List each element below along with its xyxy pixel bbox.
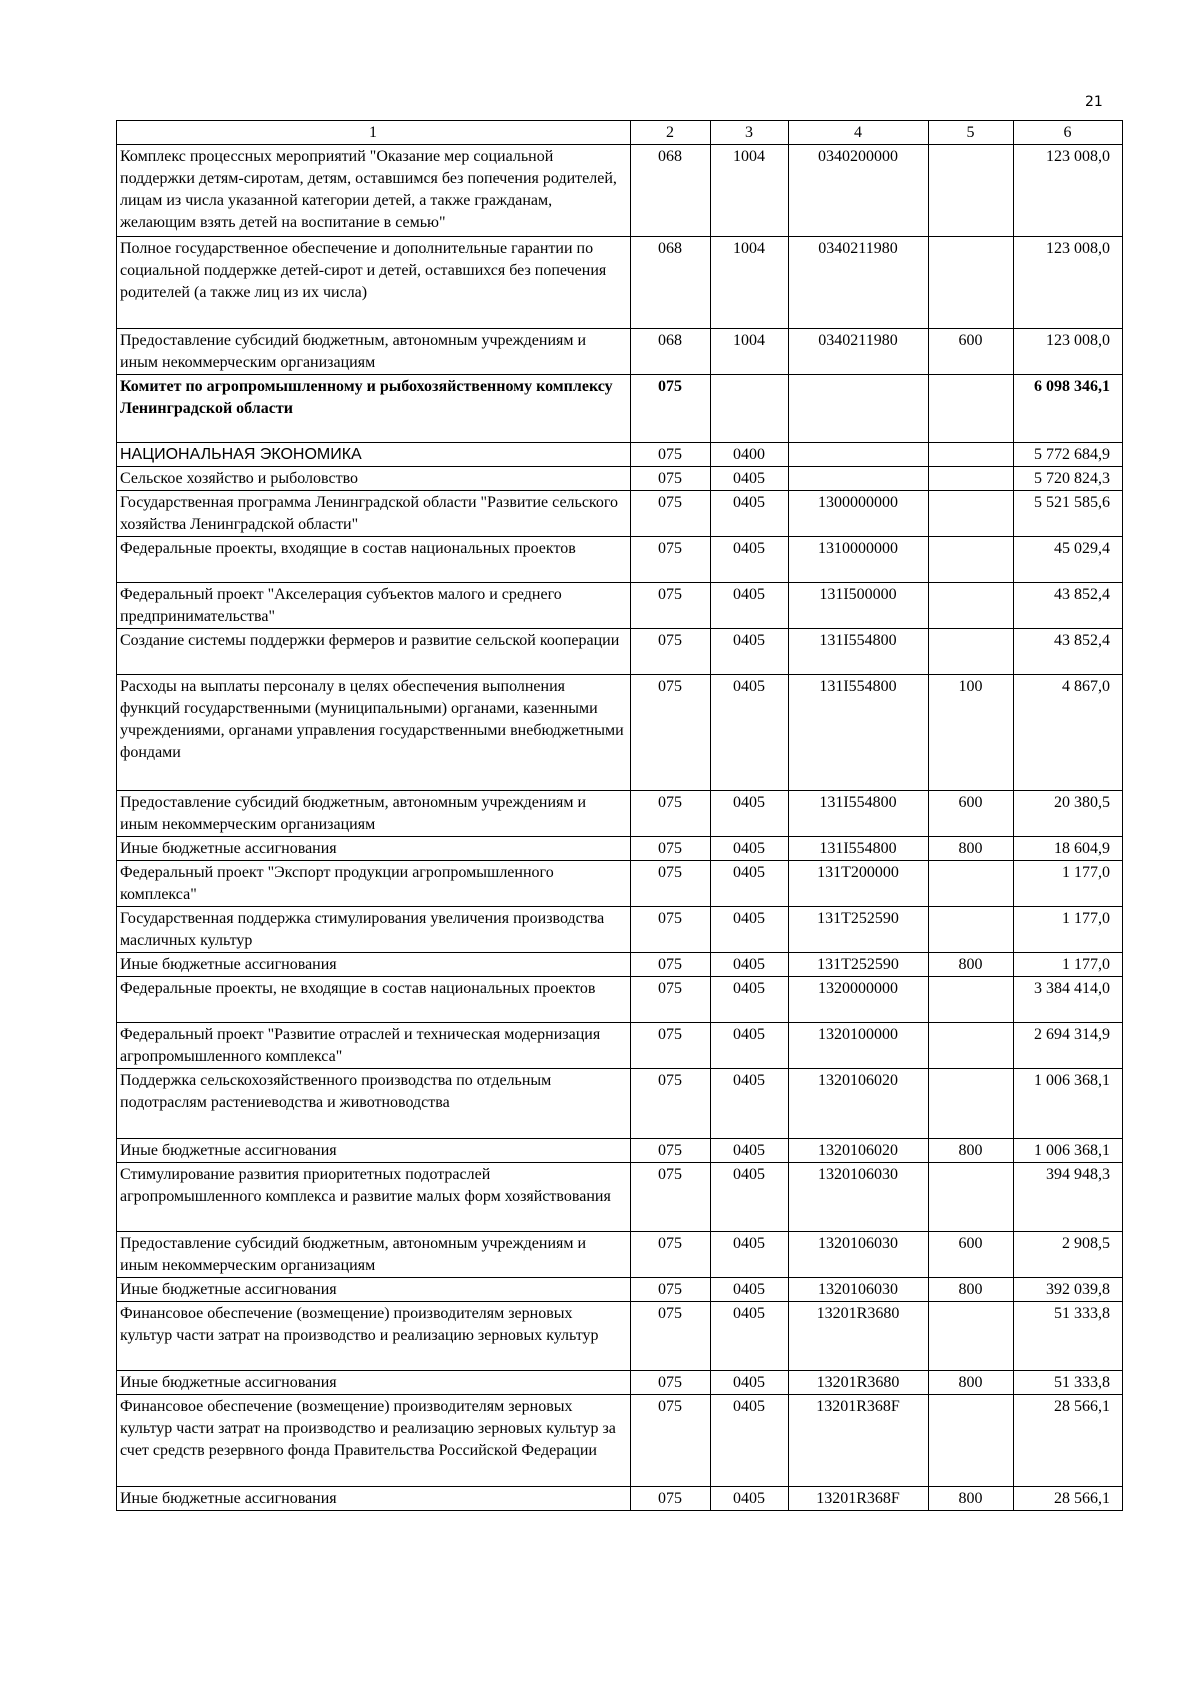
expense-type-cell xyxy=(929,1023,1014,1069)
target-article-cell: 13201R368F xyxy=(789,1487,929,1511)
row-name-cell: Предоставление субсидий бюджетным, автономным учреждениям и иным некоммерческим организациям xyxy=(117,329,631,375)
amount-cell: 5 521 585,6 xyxy=(1014,491,1123,537)
row-name-cell: Сельское хозяйство и рыболовство xyxy=(117,467,631,491)
table-row xyxy=(117,537,1123,583)
section-code-cell: 0405 xyxy=(711,1302,789,1371)
amount-cell: 123 008,0 xyxy=(1014,237,1123,329)
expense-type-cell xyxy=(929,1395,1014,1487)
target-article-cell: 131T252590 xyxy=(789,907,929,953)
table-row xyxy=(117,1371,1123,1395)
header-cell: 2 xyxy=(631,121,711,145)
expense-type-cell xyxy=(929,629,1014,675)
section-code-cell: 0405 xyxy=(711,537,789,583)
ministry-code-cell: 075 xyxy=(631,583,711,629)
expense-type-cell: 800 xyxy=(929,1278,1014,1302)
row-name-cell: Государственная поддержка стимулирования увеличения производства масличных культур xyxy=(117,907,631,953)
expense-type-cell: 800 xyxy=(929,1487,1014,1511)
row-name-cell: Стимулирование развития приоритетных подотраслей агропромышленного комплекса и развитие малых форм хозяйствования xyxy=(117,1163,631,1232)
table-row xyxy=(117,861,1123,907)
target-article-cell: 0340211980 xyxy=(789,237,929,329)
expense-type-cell xyxy=(929,375,1014,443)
amount-cell: 1 177,0 xyxy=(1014,861,1123,907)
row-name-cell: Финансовое обеспечение (возмещение) производителям зерновых культур части затрат на производство и реализацию зерновых культур xyxy=(117,1302,631,1371)
target-article-cell: 131I554800 xyxy=(789,629,929,675)
table-row xyxy=(117,1395,1123,1487)
expense-type-cell xyxy=(929,1069,1014,1139)
table-row xyxy=(117,1069,1123,1139)
target-article-cell: 131I554800 xyxy=(789,837,929,861)
expense-type-cell xyxy=(929,237,1014,329)
row-name-cell: Комитет по агропромышленному и рыбохозяйственному комплексу Ленинградской области xyxy=(117,375,631,443)
row-name-cell: Иные бюджетные ассигнования xyxy=(117,1371,631,1395)
section-code-cell: 0405 xyxy=(711,1069,789,1139)
amount-cell: 1 177,0 xyxy=(1014,953,1123,977)
amount-cell: 4 867,0 xyxy=(1014,675,1123,791)
section-code-cell xyxy=(711,375,789,443)
header-cell: 6 xyxy=(1014,121,1123,145)
target-article-cell: 1320106030 xyxy=(789,1163,929,1232)
amount-cell: 51 333,8 xyxy=(1014,1371,1123,1395)
expense-type-cell xyxy=(929,1302,1014,1371)
target-article-cell: 131T200000 xyxy=(789,861,929,907)
ministry-code-cell: 075 xyxy=(631,537,711,583)
table-row xyxy=(117,583,1123,629)
ministry-code-cell: 075 xyxy=(631,1139,711,1163)
row-name-cell: Иные бюджетные ассигнования xyxy=(117,1278,631,1302)
target-article-cell: 131I554800 xyxy=(789,675,929,791)
section-code-cell: 0405 xyxy=(711,491,789,537)
section-code-cell: 0405 xyxy=(711,629,789,675)
table-row xyxy=(117,443,1123,467)
table-row xyxy=(117,1023,1123,1069)
row-name-cell: Иные бюджетные ассигнования xyxy=(117,953,631,977)
section-code-cell: 1004 xyxy=(711,329,789,375)
amount-cell: 392 039,8 xyxy=(1014,1278,1123,1302)
expense-type-cell: 800 xyxy=(929,953,1014,977)
row-name-cell: Предоставление субсидий бюджетным, автономным учреждениям и иным некоммерческим организациям xyxy=(117,1232,631,1278)
row-name-cell: Федеральные проекты, не входящие в состав национальных проектов xyxy=(117,977,631,1023)
target-article-cell: 1320106030 xyxy=(789,1278,929,1302)
ministry-code-cell: 068 xyxy=(631,329,711,375)
budget-table xyxy=(116,120,1123,1511)
amount-cell: 43 852,4 xyxy=(1014,629,1123,675)
row-name-cell: Государственная программа Ленинградской области "Развитие сельского хозяйства Ленинградской области" xyxy=(117,491,631,537)
table-row xyxy=(117,1139,1123,1163)
amount-cell: 123 008,0 xyxy=(1014,145,1123,237)
ministry-code-cell: 075 xyxy=(631,1395,711,1487)
expense-type-cell xyxy=(929,1163,1014,1232)
expense-type-cell: 600 xyxy=(929,1232,1014,1278)
ministry-code-cell: 075 xyxy=(631,1278,711,1302)
ministry-code-cell: 075 xyxy=(631,861,711,907)
expense-type-cell xyxy=(929,907,1014,953)
target-article-cell: 0340200000 xyxy=(789,145,929,237)
table-row xyxy=(117,907,1123,953)
row-name-cell: Расходы на выплаты персоналу в целях обеспечения выполнения функций государственными (муниципальными) органами, казенными учреждениями, органами управления государственными внебюджетными фондами xyxy=(117,675,631,791)
row-name-cell: Создание системы поддержки фермеров и развитие сельской кооперации xyxy=(117,629,631,675)
ministry-code-cell: 075 xyxy=(631,953,711,977)
row-name-cell: Федеральные проекты, входящие в состав национальных проектов xyxy=(117,537,631,583)
amount-cell: 2 908,5 xyxy=(1014,1232,1123,1278)
expense-type-cell: 100 xyxy=(929,675,1014,791)
table-row xyxy=(117,491,1123,537)
target-article-cell: 0340211980 xyxy=(789,329,929,375)
section-code-cell: 0405 xyxy=(711,583,789,629)
amount-cell: 20 380,5 xyxy=(1014,791,1123,837)
amount-cell: 394 948,3 xyxy=(1014,1163,1123,1232)
ministry-code-cell: 075 xyxy=(631,1023,711,1069)
target-article-cell: 131I554800 xyxy=(789,791,929,837)
table-row xyxy=(117,1232,1123,1278)
header-row xyxy=(117,121,1123,145)
table-row xyxy=(117,145,1123,237)
expense-type-cell: 600 xyxy=(929,329,1014,375)
target-article-cell: 1320106020 xyxy=(789,1069,929,1139)
target-article-cell xyxy=(789,443,929,467)
expense-type-cell xyxy=(929,467,1014,491)
ministry-code-cell: 075 xyxy=(631,1163,711,1232)
header-cell: 4 xyxy=(789,121,929,145)
target-article-cell: 13201R368F xyxy=(789,1395,929,1487)
table-row xyxy=(117,1302,1123,1371)
target-article-cell xyxy=(789,467,929,491)
amount-cell: 1 006 368,1 xyxy=(1014,1139,1123,1163)
ministry-code-cell: 075 xyxy=(631,1069,711,1139)
table-row xyxy=(117,1163,1123,1232)
ministry-code-cell: 075 xyxy=(631,977,711,1023)
row-name-cell: Комплекс процессных мероприятий "Оказание мер социальной поддержки детям-сиротам, детям, оставшимся без попечения родителей, лицам из числа указанной категории детей, а также гражданам, желающим взять детей на воспитание в семью" xyxy=(117,145,631,237)
row-name-cell: Полное государственное обеспечение и дополнительные гарантии по социальной поддержке детей-сирот и детей, оставшихся без попечения родителей (а также лиц из их числа) xyxy=(117,237,631,329)
row-name-cell: Иные бюджетные ассигнования xyxy=(117,1487,631,1511)
section-code-cell: 0405 xyxy=(711,791,789,837)
row-name-cell: Иные бюджетные ассигнования xyxy=(117,1139,631,1163)
target-article-cell: 1320100000 xyxy=(789,1023,929,1069)
amount-cell: 5 720 824,3 xyxy=(1014,467,1123,491)
section-code-cell: 0400 xyxy=(711,443,789,467)
target-article-cell: 13201R3680 xyxy=(789,1302,929,1371)
section-code-cell: 0405 xyxy=(711,467,789,491)
section-code-cell: 0405 xyxy=(711,1023,789,1069)
target-article-cell xyxy=(789,375,929,443)
page-number: 21 xyxy=(1085,94,1103,110)
ministry-code-cell: 075 xyxy=(631,675,711,791)
ministry-code-cell: 075 xyxy=(631,1302,711,1371)
target-article-cell: 131I500000 xyxy=(789,583,929,629)
table-row xyxy=(117,375,1123,443)
expense-type-cell: 800 xyxy=(929,837,1014,861)
target-article-cell: 1320000000 xyxy=(789,977,929,1023)
amount-cell: 2 694 314,9 xyxy=(1014,1023,1123,1069)
row-name-cell: Финансовое обеспечение (возмещение) производителям зерновых культур части затрат на производство и реализацию зерновых культур за счет средств резервного фонда Правительства Российской Федерации xyxy=(117,1395,631,1487)
table-row xyxy=(117,1278,1123,1302)
section-code-cell: 0405 xyxy=(711,675,789,791)
section-code-cell: 0405 xyxy=(711,1163,789,1232)
row-name-cell: Федеральный проект "Развитие отраслей и техническая модернизация агропромышленного комплекса" xyxy=(117,1023,631,1069)
table-row xyxy=(117,629,1123,675)
amount-cell: 45 029,4 xyxy=(1014,537,1123,583)
amount-cell: 28 566,1 xyxy=(1014,1395,1123,1487)
table-row xyxy=(117,837,1123,861)
amount-cell: 1 177,0 xyxy=(1014,907,1123,953)
ministry-code-cell: 068 xyxy=(631,237,711,329)
table-row xyxy=(117,467,1123,491)
amount-cell: 1 006 368,1 xyxy=(1014,1069,1123,1139)
table-row xyxy=(117,237,1123,329)
expense-type-cell xyxy=(929,145,1014,237)
section-code-cell: 0405 xyxy=(711,1371,789,1395)
ministry-code-cell: 075 xyxy=(631,837,711,861)
ministry-code-cell: 075 xyxy=(631,375,711,443)
amount-cell: 6 098 346,1 xyxy=(1014,375,1123,443)
table-row xyxy=(117,1487,1123,1511)
ministry-code-cell: 075 xyxy=(631,791,711,837)
section-code-cell: 0405 xyxy=(711,907,789,953)
table-body xyxy=(117,145,1123,1511)
row-name-cell: Поддержка сельскохозяйственного производства по отдельным подотраслям растениеводства и животноводства xyxy=(117,1069,631,1139)
section-code-cell: 0405 xyxy=(711,861,789,907)
target-article-cell: 1310000000 xyxy=(789,537,929,583)
ministry-code-cell: 075 xyxy=(631,1487,711,1511)
row-name-cell: НАЦИОНАЛЬНАЯ ЭКОНОМИКА xyxy=(117,443,631,467)
table-row xyxy=(117,791,1123,837)
row-name-cell: Федеральный проект "Акселерация субъектов малого и среднего предпринимательства" xyxy=(117,583,631,629)
section-code-cell: 0405 xyxy=(711,1232,789,1278)
expense-type-cell xyxy=(929,861,1014,907)
ministry-code-cell: 068 xyxy=(631,145,711,237)
section-code-cell: 0405 xyxy=(711,1278,789,1302)
target-article-cell: 13201R3680 xyxy=(789,1371,929,1395)
amount-cell: 3 384 414,0 xyxy=(1014,977,1123,1023)
ministry-code-cell: 075 xyxy=(631,443,711,467)
section-code-cell: 0405 xyxy=(711,1139,789,1163)
target-article-cell: 131T252590 xyxy=(789,953,929,977)
amount-cell: 18 604,9 xyxy=(1014,837,1123,861)
amount-cell: 51 333,8 xyxy=(1014,1302,1123,1371)
amount-cell: 5 772 684,9 xyxy=(1014,443,1123,467)
target-article-cell: 1320106030 xyxy=(789,1232,929,1278)
header-cell: 1 xyxy=(117,121,631,145)
header-cell: 5 xyxy=(929,121,1014,145)
expense-type-cell xyxy=(929,977,1014,1023)
header-cell: 3 xyxy=(711,121,789,145)
ministry-code-cell: 075 xyxy=(631,1232,711,1278)
expense-type-cell: 800 xyxy=(929,1139,1014,1163)
table-row xyxy=(117,953,1123,977)
amount-cell: 28 566,1 xyxy=(1014,1487,1123,1511)
ministry-code-cell: 075 xyxy=(631,907,711,953)
table-row xyxy=(117,675,1123,791)
section-code-cell: 0405 xyxy=(711,977,789,1023)
expense-type-cell: 600 xyxy=(929,791,1014,837)
row-name-cell: Федеральный проект "Экспорт продукции агропромышленного комплекса" xyxy=(117,861,631,907)
section-code-cell: 0405 xyxy=(711,1487,789,1511)
expense-type-cell xyxy=(929,443,1014,467)
table-row xyxy=(117,329,1123,375)
amount-cell: 43 852,4 xyxy=(1014,583,1123,629)
ministry-code-cell: 075 xyxy=(631,1371,711,1395)
table-row xyxy=(117,977,1123,1023)
expense-type-cell: 800 xyxy=(929,1371,1014,1395)
ministry-code-cell: 075 xyxy=(631,629,711,675)
target-article-cell: 1300000000 xyxy=(789,491,929,537)
expense-type-cell xyxy=(929,583,1014,629)
section-code-cell: 1004 xyxy=(711,237,789,329)
target-article-cell: 1320106020 xyxy=(789,1139,929,1163)
section-code-cell: 1004 xyxy=(711,145,789,237)
amount-cell: 123 008,0 xyxy=(1014,329,1123,375)
section-code-cell: 0405 xyxy=(711,953,789,977)
row-name-cell: Иные бюджетные ассигнования xyxy=(117,837,631,861)
expense-type-cell xyxy=(929,491,1014,537)
row-name-cell: Предоставление субсидий бюджетным, автономным учреждениям и иным некоммерческим организациям xyxy=(117,791,631,837)
section-code-cell: 0405 xyxy=(711,837,789,861)
ministry-code-cell: 075 xyxy=(631,491,711,537)
section-code-cell: 0405 xyxy=(711,1395,789,1487)
expense-type-cell xyxy=(929,537,1014,583)
ministry-code-cell: 075 xyxy=(631,467,711,491)
